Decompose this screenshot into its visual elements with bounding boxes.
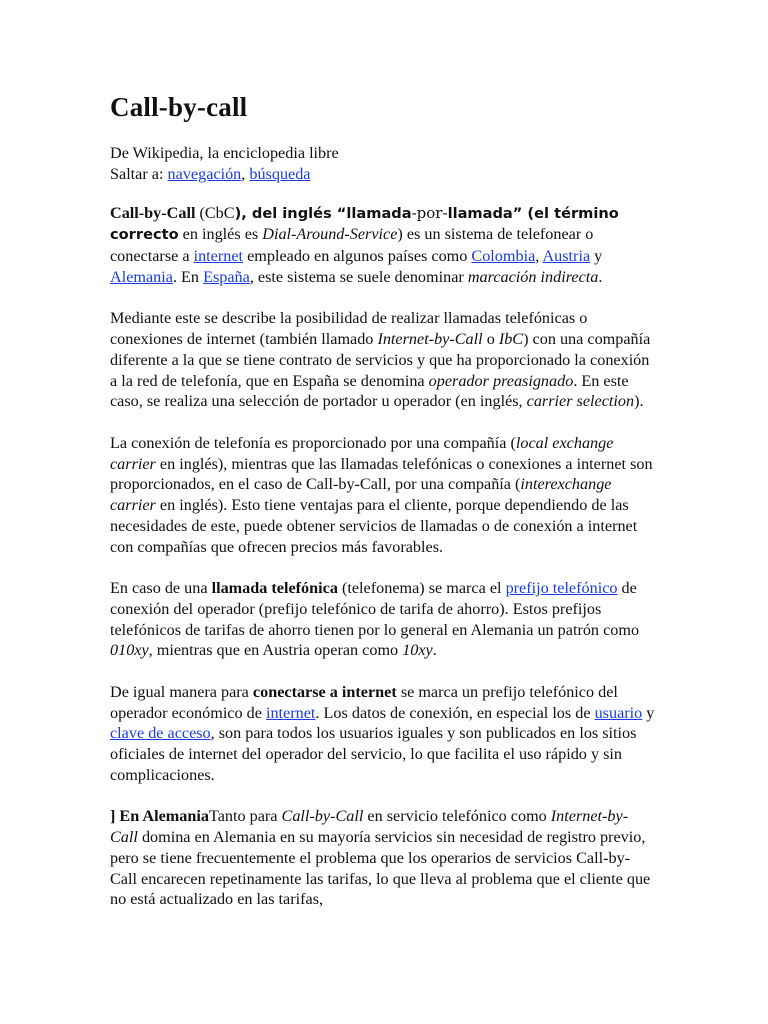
text: de conexión del operador (prefijo telefónico de tarifa de ahorro). Estos prefijos telefónicos de tarifas de ahorro tienen por lo general en Alemania un patrón como bbox=[110, 579, 640, 639]
paragraph-5 bbox=[110, 682, 655, 786]
text: Tanto para bbox=[208, 807, 282, 826]
text-italic: Internet-by-Call bbox=[377, 330, 483, 349]
navigation-link[interactable]: navegación bbox=[167, 164, 242, 183]
text: empleado en algunos países como bbox=[243, 247, 472, 266]
internet-link-2[interactable]: internet bbox=[265, 703, 316, 722]
text: , mientras que en Austria operan como bbox=[148, 641, 403, 660]
source-line: De Wikipedia, la enciclopedia libre bbox=[110, 144, 339, 162]
paragraph-intro bbox=[110, 203, 655, 288]
text-italic: IbC bbox=[498, 330, 524, 349]
text-bold: llamada telefónica bbox=[211, 579, 338, 598]
text: ) con una compañía diferente a la que se tiene contrato de servicios y que ha proporcionado la conexión a la red de telefonía, que en España se denomina bbox=[110, 330, 651, 390]
article-content bbox=[110, 92, 655, 931]
text-italic: 010xy bbox=[110, 641, 149, 660]
separator: , bbox=[241, 164, 250, 183]
text: De igual manera para bbox=[110, 682, 253, 701]
text: La conexión de telefonía es proporcionado por una compañía ( bbox=[110, 433, 516, 452]
section-heading-inline: ] En Alemania bbox=[110, 807, 209, 826]
text: y bbox=[642, 703, 655, 722]
usuario-link[interactable]: usuario bbox=[594, 703, 643, 722]
page-title: Call-by-call bbox=[110, 92, 248, 122]
text: Mediante este se describe la posibilidad de realizar llamadas telefónicas o conexiones de internet (también llamado bbox=[110, 309, 588, 349]
text: (telefonema) se marca el bbox=[337, 579, 506, 598]
article-meta bbox=[110, 143, 655, 185]
text: . En bbox=[172, 267, 204, 286]
text-italic: carrier selection bbox=[526, 392, 635, 411]
text: . bbox=[432, 641, 437, 660]
search-link[interactable]: búsqueda bbox=[249, 164, 311, 183]
text-italic: operador preasignado bbox=[428, 371, 574, 390]
text: , este sistema se suele denominar bbox=[249, 267, 468, 286]
text-bold: conectarse a internet bbox=[252, 682, 397, 701]
text: . Los datos de conexión, en especial los de bbox=[315, 703, 595, 722]
paragraph-4 bbox=[110, 578, 655, 661]
espana-link[interactable]: España bbox=[203, 267, 250, 286]
text: en inglés), mientras que las llamadas telefónicas o conexiones a internet son proporcionados, en el caso de Call-by-Call, por una compañía ( bbox=[110, 454, 653, 494]
colombia-link[interactable]: Colombia bbox=[471, 247, 536, 266]
text: domina en Alemania en su mayoría servicios sin necesidad de registro previo, pero se tiene frecuentemente el problema que los operarios de servicios Call-by-Call encarecen repetinamente las tarifas, lo que lleva al problema que el cliente que no está actualizado en las tarifas, bbox=[110, 828, 651, 909]
text: . En este caso, se realiza una selección de portador u operador (en inglés, bbox=[110, 371, 629, 411]
text: se marca un prefijo telefónico del operador económico de bbox=[110, 682, 618, 722]
text-italic: interexchange carrier bbox=[110, 475, 612, 515]
text: , son para todos los usuarios iguales y son publicados en los sitios oficiales de internet del operador del servicio, lo que facilita el uso rápido y sin complicaciones. bbox=[110, 724, 637, 784]
text: en inglés es bbox=[178, 225, 263, 244]
text: , bbox=[535, 247, 543, 266]
text: ) es un sistema de telefonear o conectarse a bbox=[110, 225, 594, 266]
paragraph-3 bbox=[110, 433, 655, 558]
text-italic: local exchange carrier bbox=[110, 433, 614, 473]
jump-prefix: Saltar a: bbox=[110, 164, 168, 183]
text: en servicio telefónico como bbox=[363, 807, 551, 826]
text: en inglés). Esto tiene ventajas para el cliente, porque dependiendo de las necesidades de este, puede obtener servicios de llamadas o de conexión a internet con compañías que ofrecen precios más favorables. bbox=[110, 496, 638, 556]
text-italic: 10xy bbox=[402, 641, 433, 660]
austria-link[interactable]: Austria bbox=[542, 247, 591, 266]
text: ). bbox=[634, 392, 644, 411]
text: En caso de una bbox=[110, 579, 212, 598]
term-bold: Call-by-Call bbox=[110, 203, 196, 222]
paragraph-6 bbox=[110, 806, 655, 910]
alemania-link[interactable]: Alemania bbox=[110, 267, 173, 286]
text: llamada” (el término correcto bbox=[110, 204, 619, 244]
text: -por- bbox=[411, 203, 448, 222]
text: o bbox=[482, 330, 499, 349]
text: . bbox=[598, 267, 603, 286]
text-italic: marcación indirecta bbox=[467, 267, 599, 286]
text-italic: Call-by-Call bbox=[281, 807, 364, 826]
paragraph-2 bbox=[110, 308, 655, 412]
internet-link[interactable]: internet bbox=[193, 247, 244, 266]
text: ), del inglés “llamada bbox=[234, 204, 412, 222]
clave-de-acceso-link[interactable]: clave de acceso bbox=[110, 724, 211, 743]
text-italic: Internet-by-Call bbox=[110, 807, 629, 847]
text: (CbC bbox=[195, 203, 235, 222]
text: y bbox=[590, 247, 603, 266]
prefijo-telefonico-link[interactable]: prefijo telefónico bbox=[505, 579, 618, 598]
text-italic: Dial-Around-Service bbox=[262, 225, 398, 244]
